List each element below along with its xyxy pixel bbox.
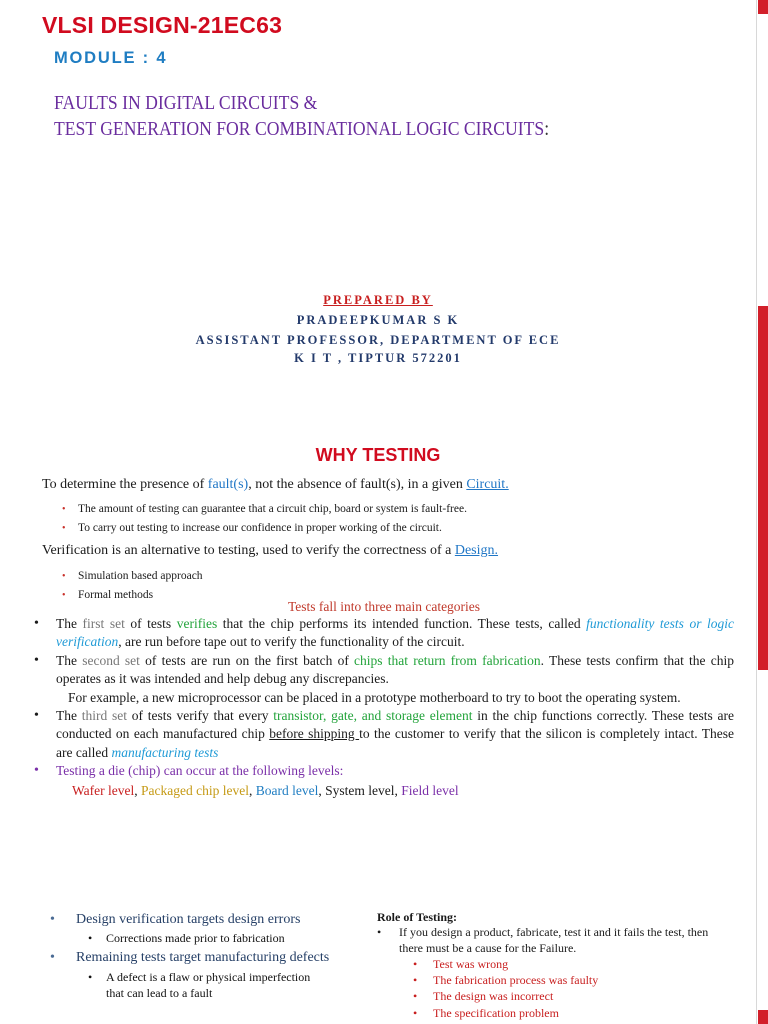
role-of-testing-panel xyxy=(377,910,727,1021)
list-item: • Formal methods xyxy=(62,586,203,605)
right-edge-bar-middle xyxy=(758,306,768,670)
determine-statement: To determine the presence of fault(s), not the absence of fault(s), in a given Circuit. xyxy=(42,477,509,492)
heading-colon: : xyxy=(544,118,550,140)
example-text: For example, a new microprocessor can be placed in a prototype motherboard to try to boot the operating system. xyxy=(68,689,681,705)
cause-item: • The fabrication process was faulty xyxy=(377,972,727,988)
testing-levels: Wafer level, Packaged chip level, Board level, System level, Field level xyxy=(72,782,459,798)
design-term: Design. xyxy=(454,543,499,558)
level-packaged-chip: Packaged chip level xyxy=(141,782,249,798)
determine-points xyxy=(62,500,467,538)
cause-item: • The design was incorrect xyxy=(377,988,727,1004)
defect-item: • A defect is a flaw or physical imperfection that can lead to a fault xyxy=(50,969,330,1001)
heading-line-2: TEST GENERATION FOR COMBINATIONAL LOGIC CIRCUITS: xyxy=(54,118,550,140)
level-board: Board level xyxy=(255,782,319,798)
prepared-by-label: PREPARED BY xyxy=(323,293,433,307)
circuit-term: Circuit. xyxy=(466,477,509,492)
author-role: ASSISTANT PROFESSOR, DEPARTMENT OF ECE xyxy=(195,333,561,347)
third-set-item: • The third set of tests verify that every transistor, gate, and storage element in the chip functions correctly. These tests are conducted on each manufactured chip before shipping to the customer to verify that the silicon is completely intact. These are called manufacturing tests xyxy=(34,707,734,762)
list-item: • To carry out testing to increase our confidence in proper working of the circuit. xyxy=(62,519,467,538)
right-edge-bar-bottom xyxy=(758,1010,768,1024)
level-system: System level xyxy=(325,782,395,798)
right-edge-bar-top xyxy=(758,0,768,14)
slide-heading xyxy=(54,90,549,142)
remaining-tests-item: • Remaining tests target manufacturing defects xyxy=(50,949,330,967)
course-title: VLSI DESIGN-21EC63 xyxy=(42,12,283,38)
heading-line-1: FAULTS IN DIGITAL CIRCUITS & xyxy=(54,92,318,114)
role-statement: • If you design a product, fabricate, test it and it fails the test, then there must be a cause for the Failure. xyxy=(377,925,727,956)
cause-item: • The specification problem xyxy=(377,1005,727,1021)
levels-intro: • Testing a die (chip) can occur at the following levels: xyxy=(34,762,734,780)
test-categories-list xyxy=(34,615,734,801)
verification-statement: Verification is an alternative to testing, used to verify the correctness of a Design. xyxy=(42,543,499,558)
author-institution: K I T , TIPTUR 572201 xyxy=(294,351,462,365)
design-errors-item: • Design verification targets design errors xyxy=(50,911,330,929)
level-field: Field level xyxy=(401,782,459,798)
second-set-item: • The second set of tests are run on the first batch of chips that return from fabrication. These tests confirm that the chip operates as it was intended and help debug any discrepancies. xyxy=(34,652,734,689)
why-testing-heading: WHY TESTING xyxy=(315,445,441,465)
bottom-left-panel xyxy=(50,911,330,1001)
first-set-item: • The first set of tests verifies that the chip performs its intended function. These tests, called functionality tests or logic verification, are run before tape out to verify the functionality of the circuit. xyxy=(34,615,734,652)
list-item: • Simulation based approach xyxy=(62,567,203,586)
cause-item: • Test was wrong xyxy=(377,956,727,972)
author-name: PRADEEPKUMAR S K xyxy=(296,313,460,327)
list-item: • The amount of testing can guarantee that a circuit chip, board or system is fault-free. xyxy=(62,500,467,519)
faults-term: fault(s) xyxy=(207,477,249,492)
role-of-testing-heading: Role of Testing: xyxy=(377,910,458,924)
categories-heading: Tests fall into three main categories xyxy=(287,599,481,614)
module-label: MODULE : 4 xyxy=(54,49,168,67)
right-edge-line xyxy=(756,0,757,1024)
level-wafer: Wafer level xyxy=(72,782,135,798)
corrections-item: • Corrections made prior to fabrication xyxy=(50,930,330,946)
